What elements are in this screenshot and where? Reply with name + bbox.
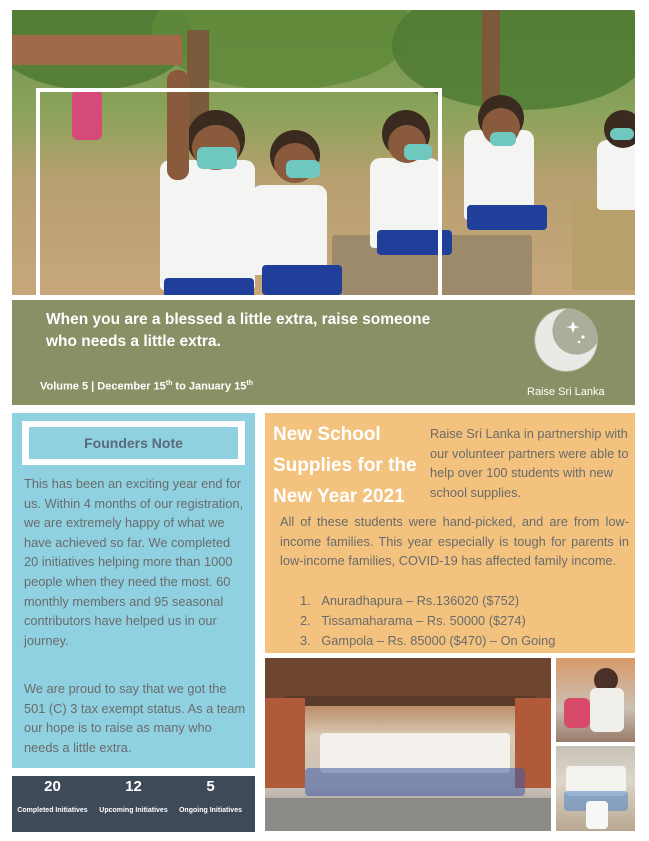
- stat-completed-label: Completed Initiatives: [17, 807, 88, 814]
- raise-sri-lanka-logo: [533, 307, 599, 373]
- list-item: 3. Gampola – Rs. 85000 ($470) – On Going: [300, 632, 556, 648]
- supplies-body: All of these students were hand-picked, and are from low-income families. This year especially is tough for parents in low-income families, COVID-19 has affected family income.: [280, 514, 629, 568]
- list-item: 2. Tissamaharama – Rs. 50000 ($274): [300, 612, 526, 628]
- supplies-title: New School Supplies for the New Year 2021: [273, 424, 417, 507]
- stat-upcoming-label: Upcoming Initiatives: [99, 807, 168, 814]
- founders-paragraph-2: We are proud to say that we got the 501 (C) 3 tax exempt status. As a team our hope is to raise as many who needs a little extra.: [24, 681, 246, 755]
- founders-note-title: Founders Note: [84, 435, 183, 451]
- founders-paragraph-1: This has been an exciting year end for us. Within 4 months of our registration, we are extremely happy of what we have achieved so far. We completed 20 initiatives helping more than 1000 people when they need the most. 60 monthly members and 95 seasonal contributors have helped us in our journey.: [24, 476, 244, 648]
- classroom-photo: [556, 746, 635, 831]
- supplies-location-list: [300, 591, 630, 650]
- group-photo: [265, 658, 551, 831]
- stat-completed-value: 20: [44, 778, 61, 795]
- list-item: 1. Anuradhapura – Rs.136020 ($752): [300, 593, 520, 608]
- stat-ongoing-value: 5: [206, 778, 215, 795]
- org-name: Raise Sri Lanka: [527, 386, 605, 398]
- issue-volume: Volume 5 | December 15th to January 15th: [40, 380, 253, 393]
- stat-ongoing-label: Ongoing Initiatives: [178, 807, 242, 814]
- banner-quote: When you are a blessed a little extra, raise someone who needs a little extra.: [46, 311, 431, 350]
- stat-upcoming-value: 12: [125, 778, 142, 795]
- volunteer-photo: [556, 658, 635, 742]
- supplies-intro: Raise Sri Lanka in partnership with our volunteer partners were able to help over 100 students with new school supplies.: [430, 426, 629, 500]
